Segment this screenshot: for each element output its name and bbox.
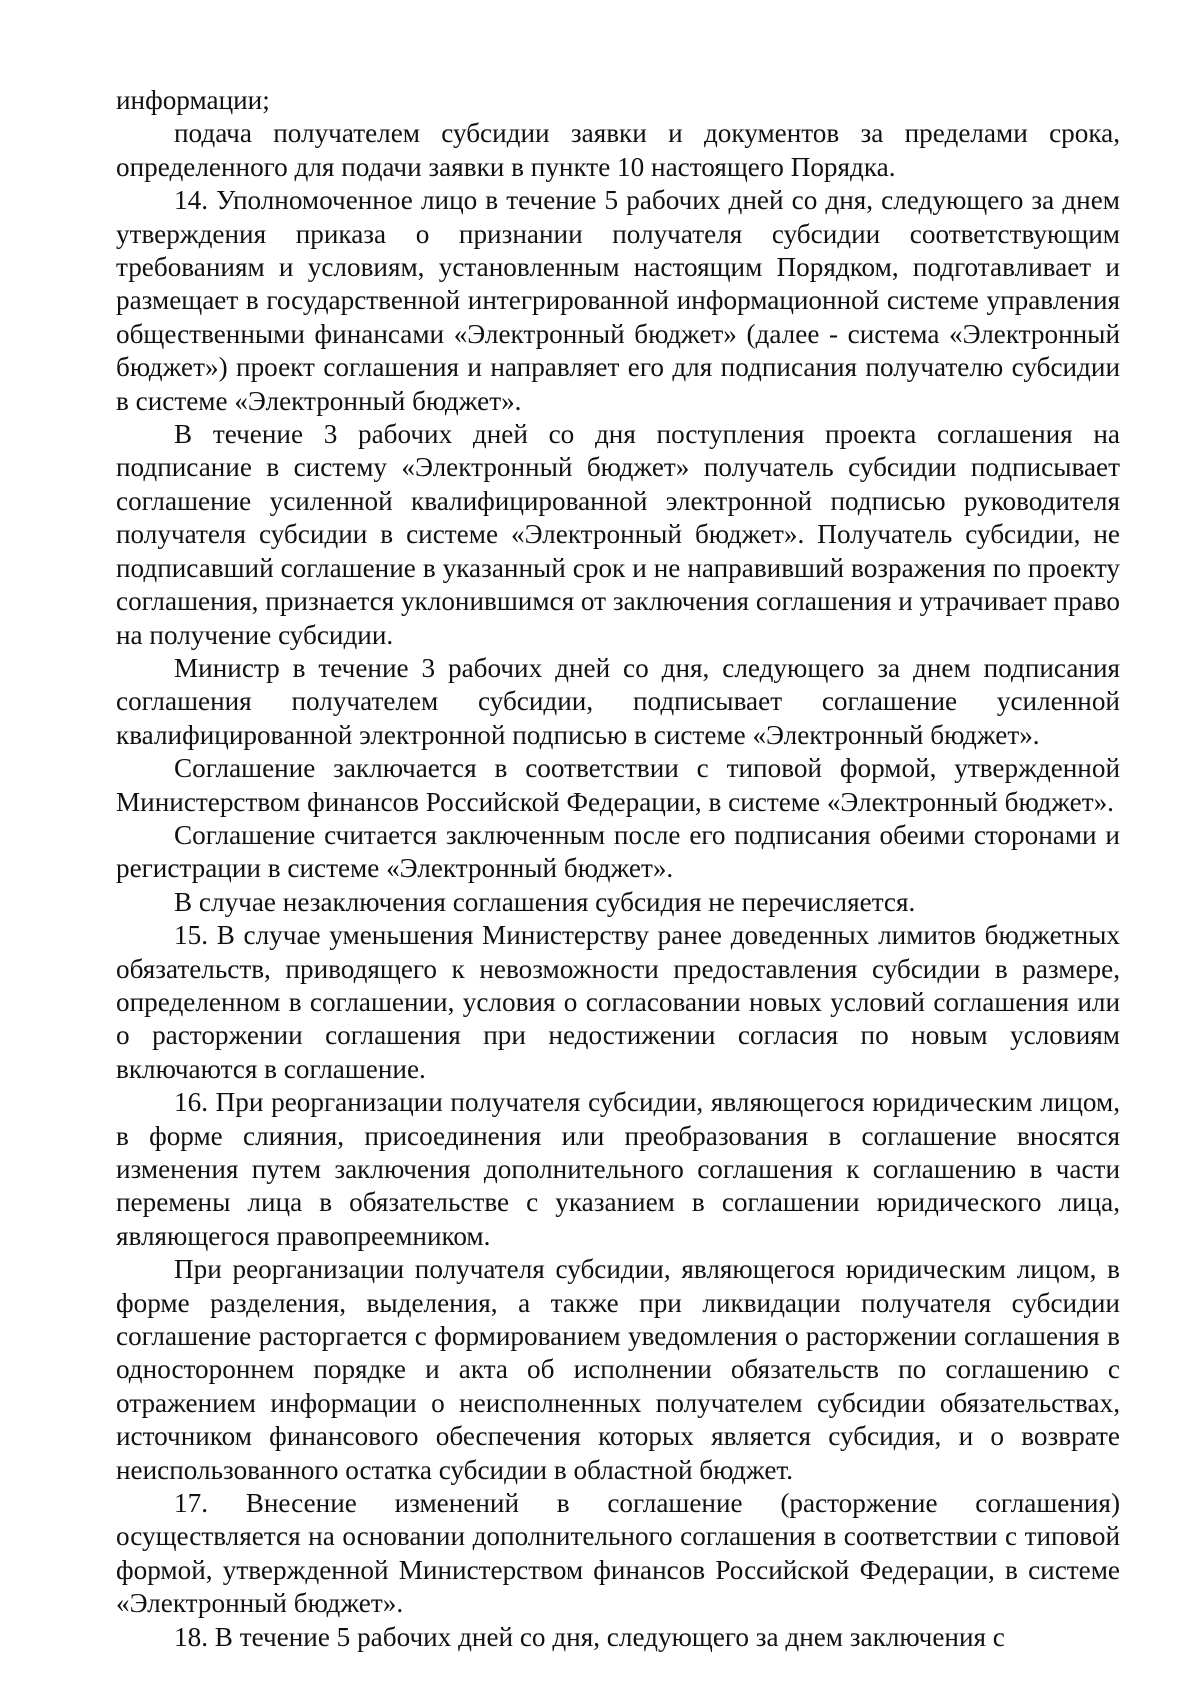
paragraph-item-17: 17. Внесение изменений в соглашение (расторжение соглашения) осуществляется на основании дополнительного соглашения в соответствии с типовой формой, утвержденной Министерством финансов Российской Федерации, в системе «Электронный бюджет». [116,1488,1120,1619]
paragraph-no-transfer: В случае незаключения соглашения субсидия не перечисляется. [174,886,916,917]
paragraph-item-14: 14. Уполномоченное лицо в течение 5 рабочих дней со дня, следующего за днем утверждения приказа о признании получателя субсидии соответствующим требованиям и условиям, установленным настоящим Порядком, подготавливает и размещает в государственной интегрированной информационной системе управления общественными финансами «Электронный бюджет» (далее - система «Электронный бюджет») проект соглашения и направляет его для подписания получателю субсидии в системе «Электронный бюджет». [116,185,1120,416]
paragraph-item-15: 15. В случае уменьшения Министерству ранее доведенных лимитов бюджетных обязательств, приводящего к невозможности предоставления субсидии в размере, определенном в соглашении, условия о согласовании новых условий соглашения или о расторжении соглашения при недостижении согласия по новым условиям включаются в соглашение. [116,920,1120,1084]
paragraph-late-submission: подача получателем субсидии заявки и документов за пределами срока, определенного для подачи заявки в пункте 10 настоящего Порядка. [116,118,1120,182]
paragraph-signing-by-minister: Министр в течение 3 рабочих дней со дня, следующего за днем подписания соглашения получателем субсидии, подписывает соглашение усиленной квалифицированной электронной подписью в системе «Электронный бюджет». [116,652,1120,750]
paragraph-signing-by-recipient: В течение 3 рабочих дней со дня поступления проекта соглашения на подписание в систему «Электронный бюджет» получатель субсидии подписывает соглашение усиленной квалифицированной электронной подписью руководителя получателя субсидии в системе «Электронный бюджет». Получатель субсидии, не подписавший соглашение в указанный срок и не направивший возражения по проекту соглашения, признается уклонившимся от заключения соглашения и утрачивает право на получение субсидии. [116,419,1120,650]
paragraph-item-16: 16. При реорганизации получателя субсидии, являющегося юридическим лицом, в форме слияния, присоединения или преобразования в соглашение вносятся изменения путем заключения дополнительного соглашения к соглашению в части перемены лица в обязательстве с указанием в соглашении юридического лица, являющегося правопреемником. [116,1087,1120,1251]
paragraph-item-18: 18. В течение 5 рабочих дней со дня, следующего за днем заключения с [174,1621,1005,1652]
paragraph-agreement-concluded: Соглашение считается заключенным после его подписания обеими сторонами и регистрации в системе «Электронный бюджет». [116,819,1120,884]
paragraph-reorganization-termination: При реорганизации получателя субсидии, являющегося юридическим лицом, в форме разделения, выделения, а также при ликвидации получателя субсидии соглашение расторгается с формированием уведомления о расторжении соглашения в одностороннем порядке и акта об исполнении обязательств по соглашению с отражением информации о неисполненных получателем субсидии обязательствах, источником финансового обеспечения которых является субсидия, и о возврате неиспользованного остатка субсидии в областной бюджет. [116,1254,1120,1485]
document-page [116,84,1120,1674]
paragraph-continuation: информации; [116,85,270,115]
paragraph-standard-form: Соглашение заключается в соответствии с типовой формой, утвержденной Министерством финансов Российской Федерации, в системе «Электронный бюджет». [116,753,1120,817]
